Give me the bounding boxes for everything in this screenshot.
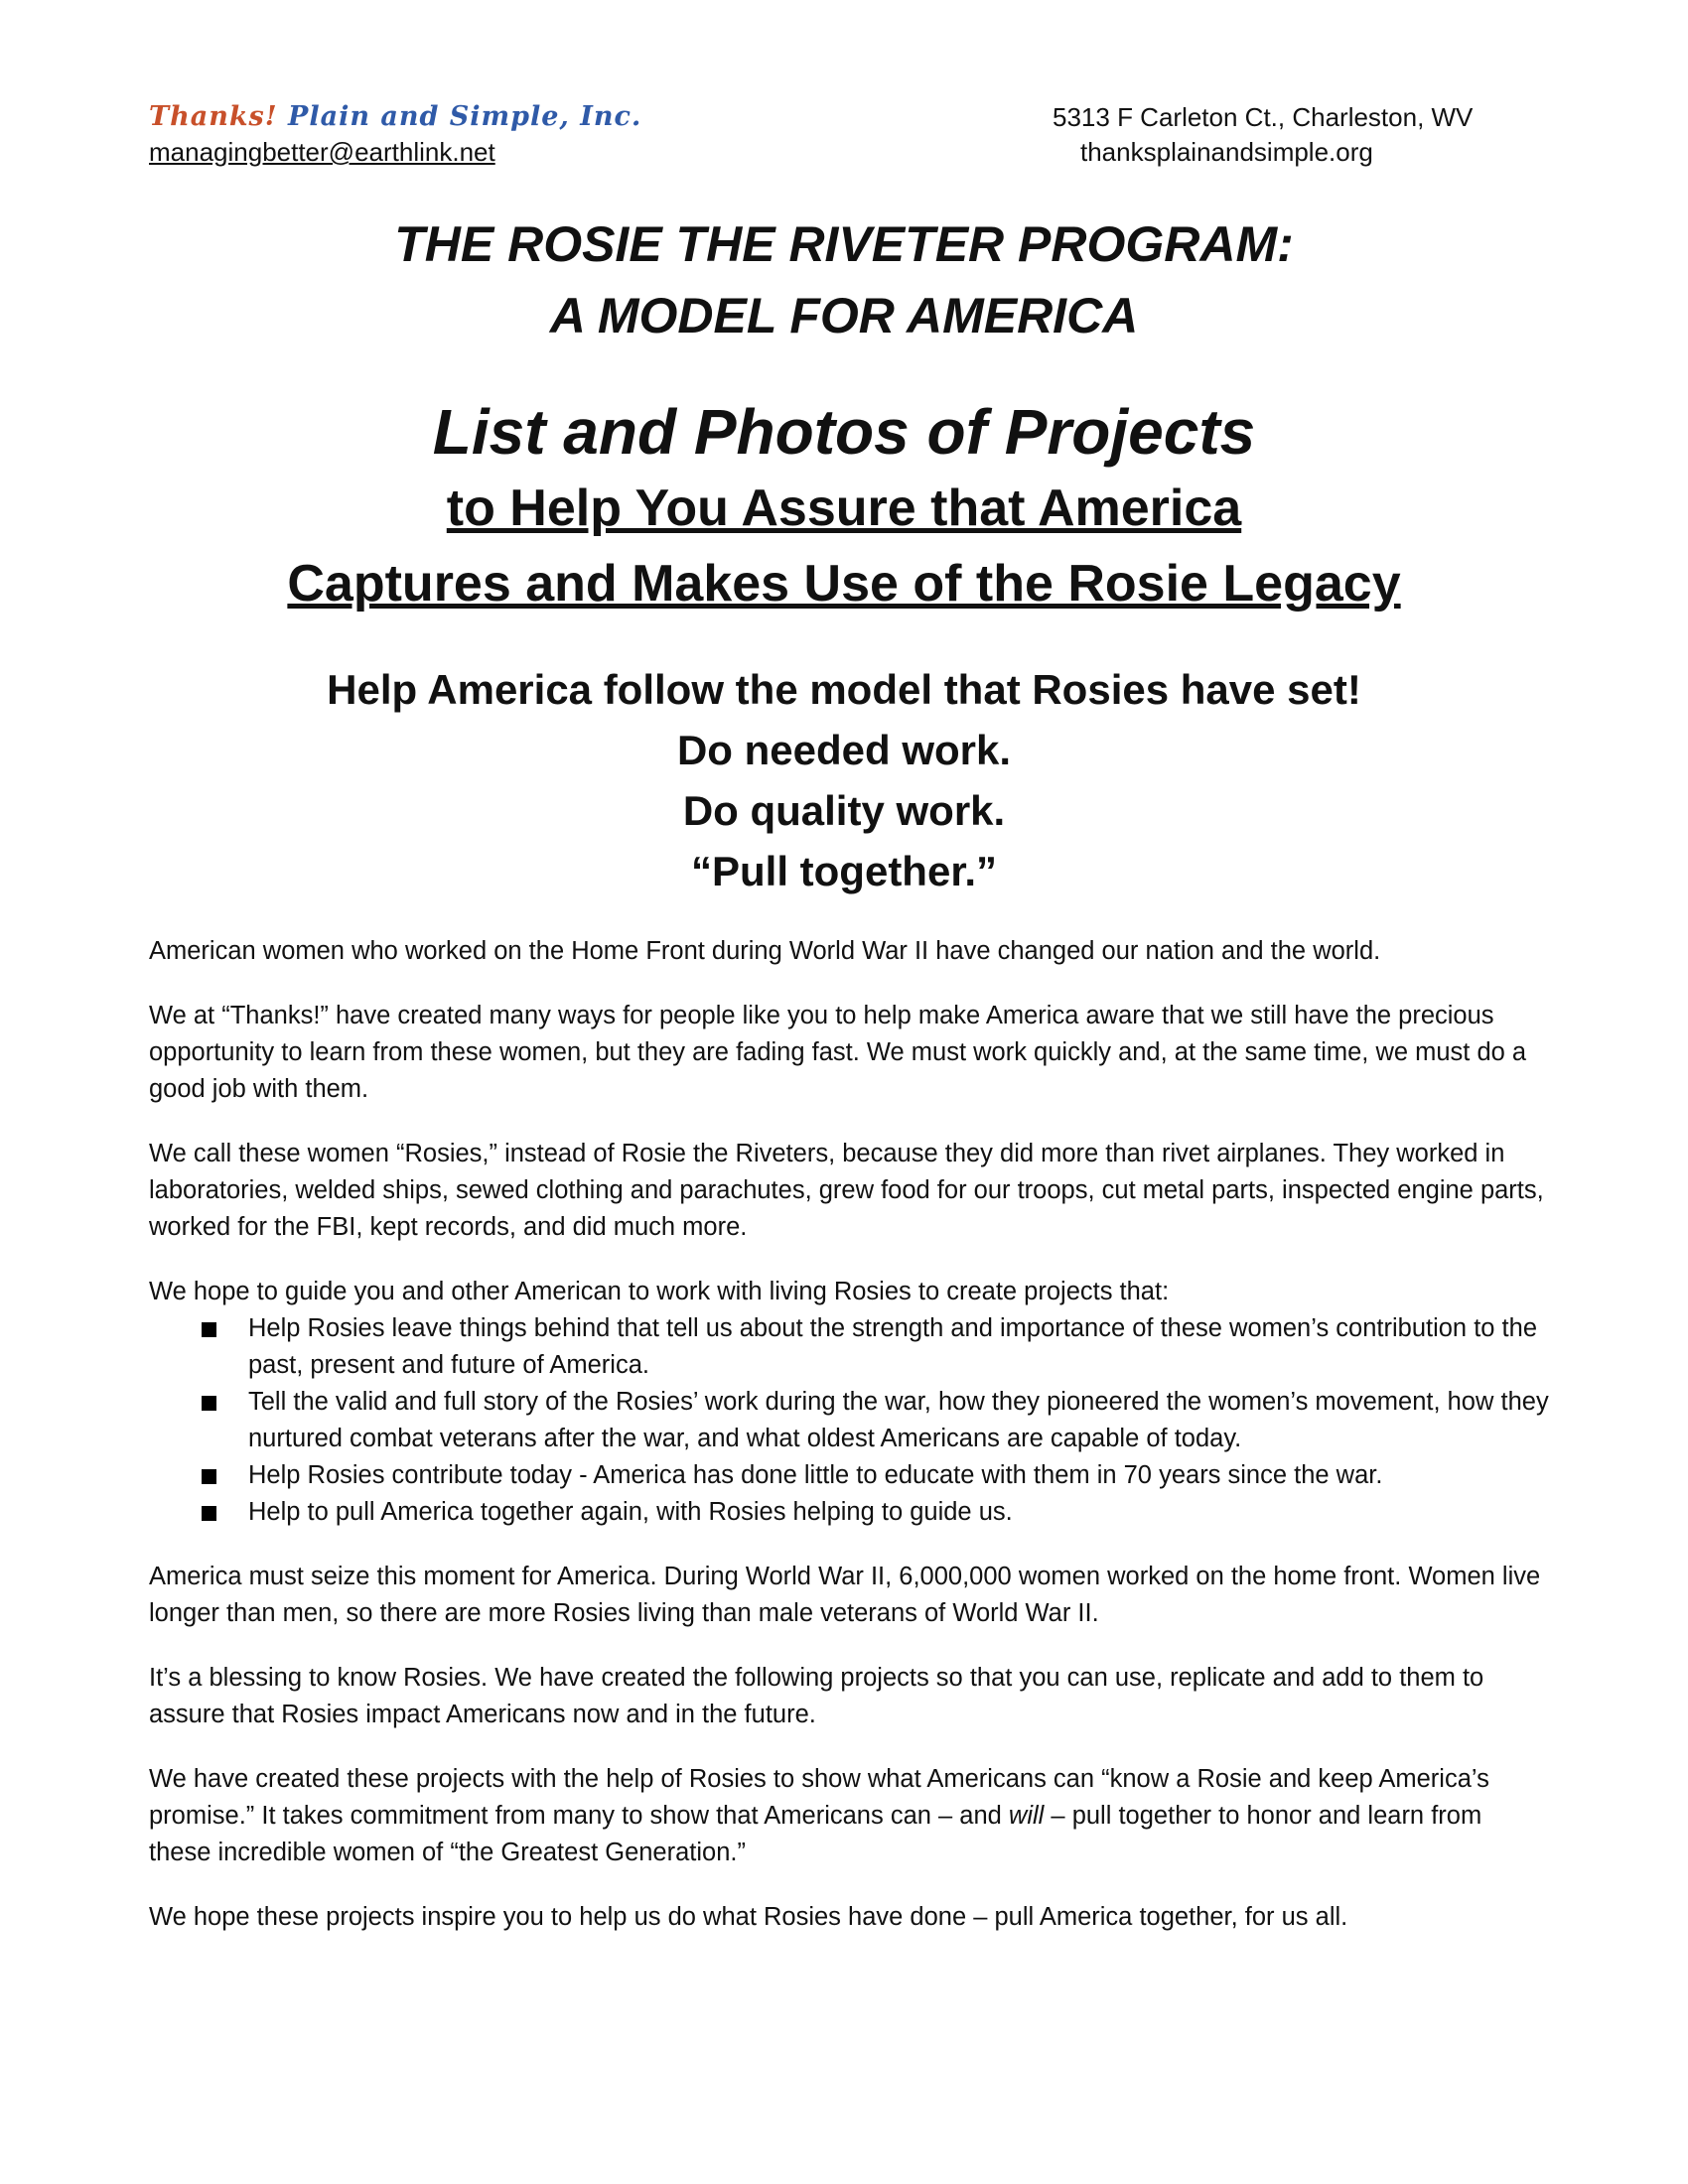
slogan-line: “Pull together.” [690, 848, 998, 894]
program-title-line2: A MODEL FOR AMERICA [549, 288, 1139, 343]
list-item [149, 1384, 1549, 1457]
list-item [149, 1457, 1549, 1494]
slogan-line: Do needed work. [676, 727, 1012, 773]
list-item [149, 1494, 1549, 1531]
paragraph-commitment-part2: – pull together to honor and learn from these incredible women of “the Greatest Generation.” [149, 1802, 1482, 1866]
paragraph-commitment [149, 1761, 1549, 1871]
email-link[interactable]: managingbetter@earthlink.net [149, 137, 495, 167]
paragraph-intro: American women who worked on the Home Front during World War II have changed our nation and the world. [149, 937, 1381, 965]
org-name-part2: Plain and Simple, Inc. [288, 101, 642, 132]
website-link[interactable]: thanksplainandsimple.org [1080, 137, 1373, 167]
list-item-text: Help to pull America together again, with Rosies helping to guide us. [248, 1498, 1013, 1526]
slogan-line: Do quality work. [682, 787, 1006, 834]
subtitle-line1: to Help You Assure that America [446, 479, 1242, 537]
paragraph-commitment-emphasis: will [1008, 1802, 1045, 1830]
subtitle-line2: Captures and Makes Use of the Rosie Legacy [287, 555, 1401, 613]
list-title: List and Photos of Projects [432, 396, 1256, 468]
paragraph-rosies: We call these women “Rosies,” instead of Rosie the Riveters, because they did more than rivet airplanes. They worked in laboratories, welded ships, sewed clothing and parachutes, grew food for our troops, cut metal parts, inspected engine parts, worked for the FBI, kept records, and did much more. [149, 1140, 1544, 1241]
bullet-square-icon [202, 1506, 216, 1521]
program-title-line1: THE ROSIE THE RIVETER PROGRAM: [394, 216, 1294, 272]
header-left [149, 99, 844, 169]
slogan-line: Help America follow the model that Rosies have set! [327, 666, 1361, 713]
subtitle [149, 471, 1539, 621]
paragraph-thanks: We at “Thanks!” have created many ways for people like you to help make America aware that we still have the precious opportunity to learn from these women, but they are fading fast. We must work quickly and, at the same time, we must do a good job with them. [149, 1002, 1527, 1103]
paragraph-commitment-part1: We have created these projects with the help of Rosies to show what Americans can “know a Rosie and keep America’s promise.” It takes commitment from many to show that Americans can – and [149, 1765, 1489, 1830]
paragraph-closing: We hope these projects inspire you to help us do what Rosies have done – pull America together, for us all. [149, 1903, 1348, 1931]
street-address: 5313 F Carleton Ct., Charleston, WV [1053, 102, 1474, 132]
list-item [149, 1310, 1549, 1384]
header-right [1053, 99, 1589, 169]
org-name-part1: Thanks! [149, 101, 278, 132]
program-title [149, 208, 1539, 351]
bullet-square-icon [202, 1396, 216, 1411]
slogan-block [149, 659, 1539, 901]
paragraph-seize-moment: America must seize this moment for America. During World War II, 6,000,000 women worked on the home front. Women live longer than men, so there are more Rosies living than male veterans of World War II. [149, 1563, 1541, 1627]
paragraph-projects-intro: We hope to guide you and other American to work with living Rosies to create projects that: [149, 1278, 1170, 1305]
body-text [149, 933, 1549, 1964]
paragraph-blessing: It’s a blessing to know Rosies. We have created the following projects so that you can use, replicate and add to them to assure that Rosies impact Americans now and in the future. [149, 1664, 1484, 1728]
list-item-text: Help Rosies contribute today - America has done little to educate with them in 70 years since the war. [248, 1461, 1383, 1489]
project-goals-list [149, 1310, 1549, 1531]
bullet-square-icon [202, 1322, 216, 1337]
organization-logo [149, 99, 844, 135]
bullet-square-icon [202, 1469, 216, 1484]
list-item-text: Tell the valid and full story of the Rosies’ work during the war, how they pioneered the women’s movement, how they nurtured combat veterans after the war, and what oldest Americans are capable of today. [248, 1388, 1549, 1452]
list-item-text: Help Rosies leave things behind that tell us about the strength and importance of these women’s contribution to the past, present and future of America. [248, 1314, 1537, 1379]
